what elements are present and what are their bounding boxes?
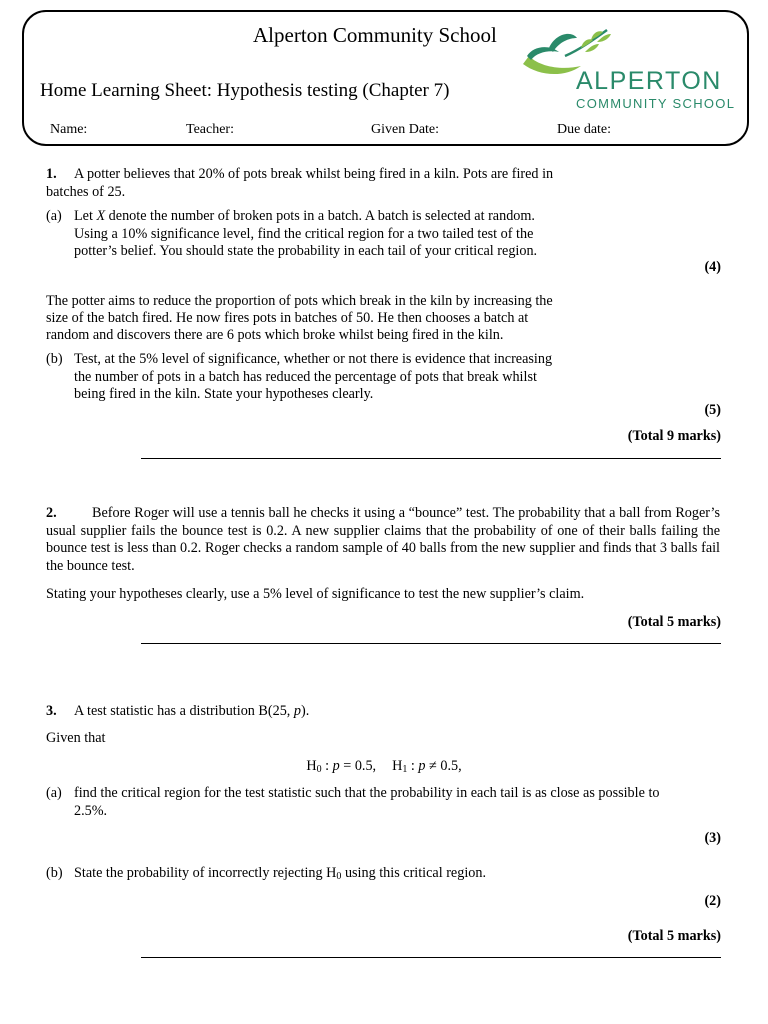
q2-total-marks: (Total 5 marks) — [627, 614, 721, 630]
sheet-title: Home Learning Sheet: Hypothesis testing (Chapter 7) — [40, 80, 450, 101]
q1b-line2: the number of pots in a batch has reduced the percentage of pots that break whilst — [74, 369, 537, 385]
q3b-label: (b) — [46, 865, 63, 881]
logo-wordmark: ALPERTON — [576, 67, 722, 95]
q1a-label: (a) — [46, 208, 62, 224]
q3a-line1: find the critical region for the test statistic such that the probability in each tail is as close as possible to — [74, 785, 660, 801]
q1a-line2: Using a 10% significance level, find the critical region for a two tailed test of the — [74, 226, 534, 242]
q2-para2: Stating your hypotheses clearly, use a 5% level of significance to test the new supplier’s claim. — [46, 586, 585, 602]
q1a-marks: (4) — [704, 259, 721, 275]
q1-mid-line2: size of the batch fired. He now fires pots in batches of 50. He then chooses a batch at — [46, 310, 529, 326]
teacher-label: Teacher: — [186, 122, 234, 137]
q3a-line2: 2.5%. — [74, 803, 108, 819]
q3a-label: (a) — [46, 785, 62, 801]
q1-mid-line1: The potter aims to reduce the proportion of pots which break in the kiln by increasing the — [46, 293, 553, 309]
name-label: Name: — [50, 122, 88, 137]
q1-mid-line3: random and discovers there are 6 pots which broke whilst being fired in the kiln. — [46, 327, 504, 343]
q1-intro-line1: A potter believes that 20% of pots break whilst being fired in a kiln. Pots are fired in — [74, 166, 554, 182]
logo-subtitle: COMMUNITY SCHOOL — [576, 96, 736, 111]
q3b-line: State the probability of incorrectly rejecting $H_0$ using this critical region. — [74, 865, 486, 882]
q2-paragraph — [46, 505, 720, 575]
school-logo — [519, 26, 749, 114]
school-name: Alperton Community School — [253, 23, 497, 47]
q2-number: 2. — [46, 505, 57, 521]
q3a-marks: (3) — [704, 830, 721, 846]
q3-given: Given that — [46, 730, 106, 746]
q1b-marks: (5) — [704, 402, 721, 418]
q3-h0: $H_0$ : p = 0.5, — [306, 758, 377, 775]
q3-end-rule — [141, 957, 721, 958]
q2-end-rule — [141, 643, 721, 644]
q1-end-rule — [141, 458, 721, 459]
q3b-marks: (2) — [704, 893, 721, 909]
q1b-line3: being fired in the kiln. State your hypotheses clearly. — [74, 386, 374, 402]
q1b-label: (b) — [46, 351, 63, 367]
due-date-label: Due date: — [557, 122, 612, 137]
q3-hypotheses — [0, 758, 768, 776]
q1a-line1: Let X denote the number of broken pots in a batch. A batch is selected at random. — [74, 208, 535, 224]
q3-h1: $H_1$ : p ≠ 0.5, — [392, 758, 462, 775]
q3-total-marks: (Total 5 marks) — [627, 928, 721, 944]
q1-total-marks: (Total 9 marks) — [627, 428, 721, 444]
given-date-label: Given Date: — [371, 122, 440, 137]
q2-para1: Before Roger will use a tennis ball he checks it using a “bounce” test. The probability that a ball from Roger’s usual supplier fails the bounce test is 0.2. A new supplier claims that the probability of one of their balls failing the bounce test is less than 0.2. Roger checks a random sample of 40 balls from the new supplier and finds that 3 balls fail the bounce test. — [46, 505, 720, 574]
q3-intro: A test statistic has a distribution B(25, p). — [74, 703, 310, 719]
q1a-line3: potter’s belief. You should state the probability in each tail of your critical region. — [74, 243, 538, 259]
q1-intro-line2: batches of 25. — [46, 184, 126, 200]
q1b-line1: Test, at the 5% level of significance, whether or not there is evidence that increasing — [74, 351, 553, 367]
q3-number: 3. — [46, 703, 57, 719]
q1-number: 1. — [46, 166, 57, 182]
